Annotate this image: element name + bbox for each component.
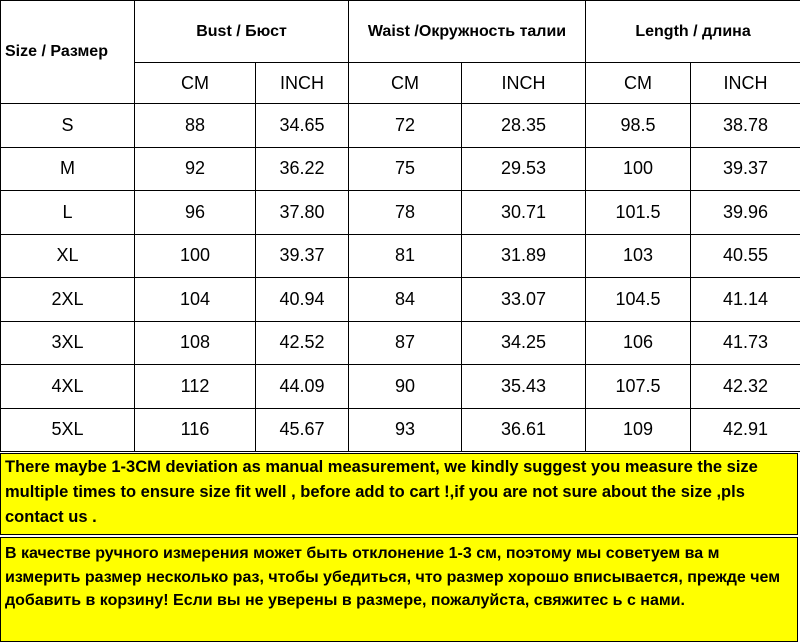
length-cm-cell: 100 [586, 147, 691, 191]
bust-cm-cell: 100 [135, 234, 256, 278]
length-inch-cell: 41.73 [691, 321, 800, 365]
waist-cm-cell: 84 [349, 278, 462, 322]
size-cell: 5XL [1, 408, 135, 452]
unit-cm-waist: CM [349, 63, 462, 104]
bust-inch-cell: 44.09 [256, 365, 349, 409]
length-cm-cell: 98.5 [586, 104, 691, 148]
length-header: Length / длина [586, 1, 800, 63]
bust-cm-cell: 96 [135, 191, 256, 235]
unit-inch-bust: INCH [256, 63, 349, 104]
waist-inch-cell: 28.35 [462, 104, 586, 148]
table-row [1, 104, 800, 148]
length-inch-cell: 41.14 [691, 278, 800, 322]
waist-cm-cell: 75 [349, 147, 462, 191]
unit-cm-bust: CM [135, 63, 256, 104]
table-row [1, 147, 800, 191]
table-row [1, 278, 800, 322]
length-cm-cell: 109 [586, 408, 691, 452]
size-cell: M [1, 147, 135, 191]
waist-inch-cell: 33.07 [462, 278, 586, 322]
english-note: There maybe 1-3CM deviation as manual measurement, we kindly suggest you measure the size multiple times to ensure size fit well , before add to cart !,if you are not sure about the size ,pls contact us . [0, 453, 798, 535]
waist-cm-cell: 93 [349, 408, 462, 452]
waist-header: Waist /Окружность талии [349, 1, 586, 63]
unit-inch-waist: INCH [462, 63, 586, 104]
size-cell: 4XL [1, 365, 135, 409]
bust-inch-cell: 42.52 [256, 321, 349, 365]
bust-inch-cell: 37.80 [256, 191, 349, 235]
table-row [1, 365, 800, 409]
bust-inch-cell: 45.67 [256, 408, 349, 452]
length-cm-cell: 106 [586, 321, 691, 365]
russian-note: В качестве ручного измерения может быть отклонение 1-3 см, поэтому мы советуем ва м измерить размер несколько раз, чтобы убедиться, что размер хорошо вписывается, прежде чем добавить в корзину! Если вы не уверены в размере, пожалуйста, свяжитес ь с нами. [0, 537, 798, 642]
bust-cm-cell: 92 [135, 147, 256, 191]
size-cell: XL [1, 234, 135, 278]
table-row [1, 408, 800, 452]
waist-cm-cell: 81 [349, 234, 462, 278]
bust-inch-cell: 40.94 [256, 278, 349, 322]
length-cm-cell: 103 [586, 234, 691, 278]
size-cell: 3XL [1, 321, 135, 365]
bust-cm-cell: 112 [135, 365, 256, 409]
size-header: Size / Размер [1, 1, 135, 104]
length-cm-cell: 101.5 [586, 191, 691, 235]
bust-inch-cell: 39.37 [256, 234, 349, 278]
bust-inch-cell: 36.22 [256, 147, 349, 191]
length-inch-cell: 40.55 [691, 234, 800, 278]
header-row [1, 1, 800, 63]
length-inch-cell: 42.91 [691, 408, 800, 452]
size-cell: S [1, 104, 135, 148]
table-row [1, 234, 800, 278]
waist-inch-cell: 35.43 [462, 365, 586, 409]
waist-cm-cell: 90 [349, 365, 462, 409]
table-row [1, 191, 800, 235]
length-cm-cell: 107.5 [586, 365, 691, 409]
bust-cm-cell: 116 [135, 408, 256, 452]
length-cm-cell: 104.5 [586, 278, 691, 322]
unit-cm-length: CM [586, 63, 691, 104]
bust-cm-cell: 108 [135, 321, 256, 365]
length-inch-cell: 38.78 [691, 104, 800, 148]
waist-inch-cell: 29.53 [462, 147, 586, 191]
size-rows [1, 104, 800, 452]
bust-header: Bust / Бюст [135, 1, 349, 63]
waist-cm-cell: 87 [349, 321, 462, 365]
bust-cm-cell: 88 [135, 104, 256, 148]
size-cell: L [1, 191, 135, 235]
waist-cm-cell: 78 [349, 191, 462, 235]
bust-cm-cell: 104 [135, 278, 256, 322]
length-inch-cell: 42.32 [691, 365, 800, 409]
waist-inch-cell: 31.89 [462, 234, 586, 278]
waist-cm-cell: 72 [349, 104, 462, 148]
table-row [1, 321, 800, 365]
unit-inch-length: INCH [691, 63, 800, 104]
size-cell: 2XL [1, 278, 135, 322]
length-inch-cell: 39.37 [691, 147, 800, 191]
waist-inch-cell: 36.61 [462, 408, 586, 452]
waist-inch-cell: 30.71 [462, 191, 586, 235]
waist-inch-cell: 34.25 [462, 321, 586, 365]
bust-inch-cell: 34.65 [256, 104, 349, 148]
length-inch-cell: 39.96 [691, 191, 800, 235]
